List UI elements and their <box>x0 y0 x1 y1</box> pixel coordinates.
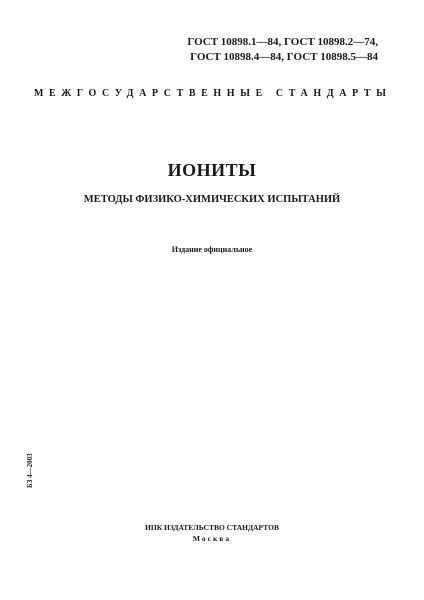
gost-codes <box>118 35 378 65</box>
gost-codes-line-1: ГОСТ 10898.1—84, ГОСТ 10898.2—74, <box>187 36 378 48</box>
standards-banner: МЕЖГОСУДАРСТВЕННЫЕ СТАНДАРТЫ <box>34 88 392 99</box>
catalog-code: БЗ 4—2003 <box>26 453 34 488</box>
document-subtitle: МЕТОДЫ ФИЗИКО-ХИМИЧЕСКИХ ИСПЫТАНИЙ <box>83 194 341 205</box>
publisher-city: Москва <box>192 534 232 543</box>
publisher-name: ИПК ИЗДАТЕЛЬСТВО СТАНДАРТОВ <box>145 523 279 532</box>
edition-note: Издание официальное <box>171 245 253 254</box>
gost-codes-line-2: ГОСТ 10898.4—84, ГОСТ 10898.5—84 <box>190 51 378 63</box>
document-title: ИОНИТЫ <box>167 160 257 180</box>
